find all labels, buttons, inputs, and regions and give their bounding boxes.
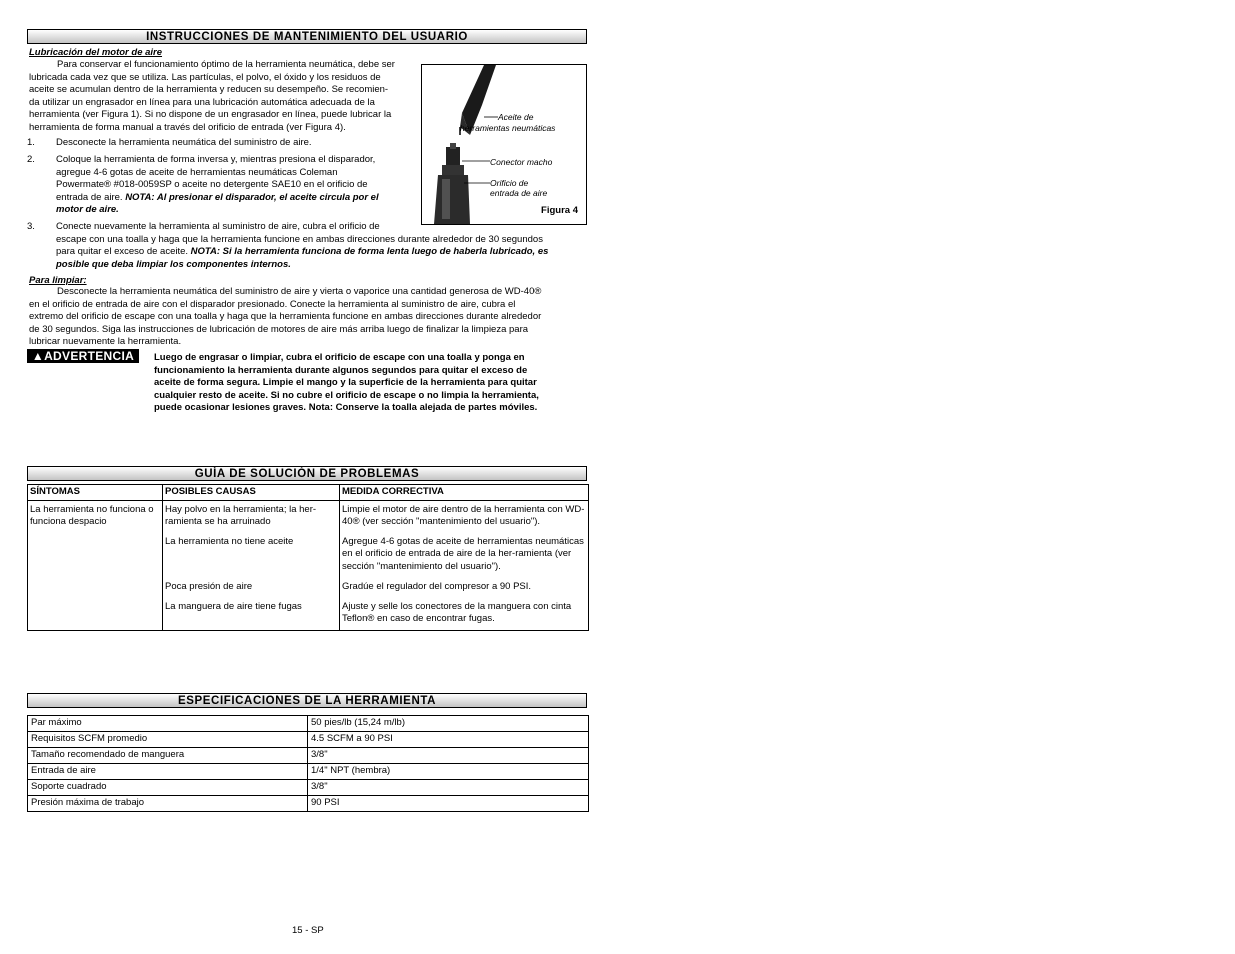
fix-1: Limpie el motor de aire dentro de la herramienta con WD-40® (ver sección "mantenimiento del usuario"). bbox=[342, 503, 585, 527]
spec-value: 90 PSI bbox=[308, 796, 589, 812]
step-3-number: 3. bbox=[27, 221, 35, 232]
figure-label-connector: Conector macho bbox=[490, 157, 553, 167]
fix-3: Gradúe el regulador del compresor a 90 PSI. bbox=[342, 580, 532, 592]
table-row bbox=[28, 748, 589, 764]
spec-value: 3/8" bbox=[308, 748, 589, 764]
cause-4: La manguera de aire tiene fugas bbox=[165, 600, 302, 612]
table-row bbox=[28, 796, 589, 812]
clean-paragraph: Desconecte la herramienta neumática del suministro de aire y vierta o vaporice una cantidad generosa de WD-40® en el orificio de entrada de aire con el disparador presionado. Conecte la herramienta al suministro de aire, cubra el extremo del orificio de escape con una toalla y haga que la herramienta funcione en ambas direcciones durante alrededor de 30 segundos. Siga las instrucciones de lubricación de motores de aire más arriba luego de finalizar la limpieza para lubricar nuevamente la herramienta. bbox=[29, 286, 542, 347]
cause-3: Poca presión de aire bbox=[165, 580, 253, 592]
lubrication-paragraph: Para conservar el funcionamiento óptimo de la herramienta neumática, debe ser lubricada cada vez que se utiliza. Las partículas, el polvo, el óxido y los residuos de aceite se acumulan dentro de la herramienta y reducen su desempeño. Se recomien- da utilizar un engrasador en línea para una lubricación automática adecuada de la herramienta (ver Figura 1). Si no dispone de un engrasador en línea, puede lubricar la herramienta de forma manual a través del orificio de entrada (ver Figura 4). bbox=[29, 59, 395, 133]
spec-value: 50 pies/lb (15,24 m/lb) bbox=[308, 716, 589, 732]
spec-label: Tamaño recomendado de manguera bbox=[28, 748, 308, 764]
column-fix: MEDIDA CORRECTIVA bbox=[340, 485, 589, 501]
cause-1: Hay polvo en la herramienta; la her-ramienta se ha arruinado bbox=[165, 503, 317, 527]
cause-2: La herramienta no tiene aceite bbox=[165, 535, 294, 547]
table-row bbox=[28, 732, 589, 748]
fix-cell bbox=[340, 500, 589, 630]
spec-label: Par máximo bbox=[28, 716, 308, 732]
figure-4 bbox=[421, 64, 587, 225]
table-header-row bbox=[28, 485, 589, 501]
symptom-cell: La herramienta no funciona o funciona despacio bbox=[28, 500, 163, 630]
figure-label-inlet: Orificio de entrada de aire bbox=[490, 178, 548, 198]
table-row bbox=[28, 500, 589, 630]
table-row bbox=[28, 780, 589, 796]
step-2-text: Coloque la herramienta de forma inversa y, mientras presiona el disparador, agregue 4-6 gotas de aceite de herramientas neumáticas Coleman Powermate® #018-0059SP o aceite no detergente SAE10 en el orificio de entrada de aire. NOTA: Al presionar el disparador, el aceite circula por el motor de aire. bbox=[56, 154, 379, 215]
warning-text: Luego de engrasar o limpiar, cubra el orificio de escape con una toalla y ponga en funcionamiento la herramienta durante algunos segundos para quitar el exceso de aceite de forma segura. Limpie el mango y la superficie de la herramienta para quitar cualquier resto de aceite. Si no cubre el orificio de escape o no limpia la herramienta, puede ocasionar lesiones graves. Nota: Conserve la toalla alejada de partes móviles. bbox=[154, 352, 539, 413]
step-1-number: 1. bbox=[27, 137, 35, 148]
spec-label: Requisitos SCFM promedio bbox=[28, 732, 308, 748]
table-row bbox=[28, 716, 589, 732]
spec-value: 3/8" bbox=[308, 780, 589, 796]
warning-badge: ▲ADVERTENCIA bbox=[27, 349, 139, 363]
specs-table bbox=[27, 715, 589, 812]
spec-label: Soporte cuadrado bbox=[28, 780, 308, 796]
table-row bbox=[28, 764, 589, 780]
step-2-number: 2. bbox=[27, 154, 35, 165]
figure-caption: Figura 4 bbox=[541, 205, 578, 216]
column-causes: POSIBLES CAUSAS bbox=[163, 485, 340, 501]
troubleshooting-table bbox=[27, 484, 589, 631]
maintenance-header: INSTRUCCIONES DE MANTENIMIENTO DEL USUARIO bbox=[27, 29, 587, 44]
fix-2: Agregue 4-6 gotas de aceite de herramientas neumáticas en el orificio de entrada de aire de la her-ramienta (ver sección "mantenimiento del usuario"). bbox=[342, 535, 584, 572]
spec-value: 1/4" NPT (hembra) bbox=[308, 764, 589, 780]
step-1-text: Desconecte la herramienta neumática del suministro de aire. bbox=[56, 137, 312, 148]
clean-title: Para limpiar: bbox=[29, 275, 87, 286]
oil-bottle-illustration bbox=[422, 65, 586, 224]
spec-label: Presión máxima de trabajo bbox=[28, 796, 308, 812]
fix-4: Ajuste y selle los conectores de la manguera con cinta Teflon® en caso de encontrar fugas. bbox=[342, 600, 572, 624]
figure-label-oil: Aceite de bbox=[498, 112, 534, 122]
warning-triangle-icon: ▲ bbox=[31, 349, 45, 363]
lubrication-title: Lubricación del motor de aire bbox=[29, 47, 163, 58]
causes-cell bbox=[163, 500, 340, 630]
page-number: 15 - SP bbox=[292, 925, 324, 936]
specs-header: ESPECIFICACIONES DE LA HERRAMIENTA bbox=[27, 693, 587, 708]
troubleshooting-header: GUÍA DE SOLUCIÓN DE PROBLEMAS bbox=[27, 466, 587, 481]
step-3-text: Conecte nuevamente la herramienta al suministro de aire, cubra el orificio de escape con una toalla y haga que la herramienta funcione en ambas direcciones durante alrededor de 30 segundos para quitar el exceso de aceite. NOTA: Si la herramienta funciona de forma lenta luego de haberla lubricado, es posible que deba limpiar los componentes internos. bbox=[56, 221, 549, 270]
column-symptoms: SÍNTOMAS bbox=[28, 485, 163, 501]
figure-label-oil-2: herramientas neumáticas bbox=[460, 123, 556, 133]
spec-label: Entrada de aire bbox=[28, 764, 308, 780]
spec-value: 4.5 SCFM a 90 PSI bbox=[308, 732, 589, 748]
